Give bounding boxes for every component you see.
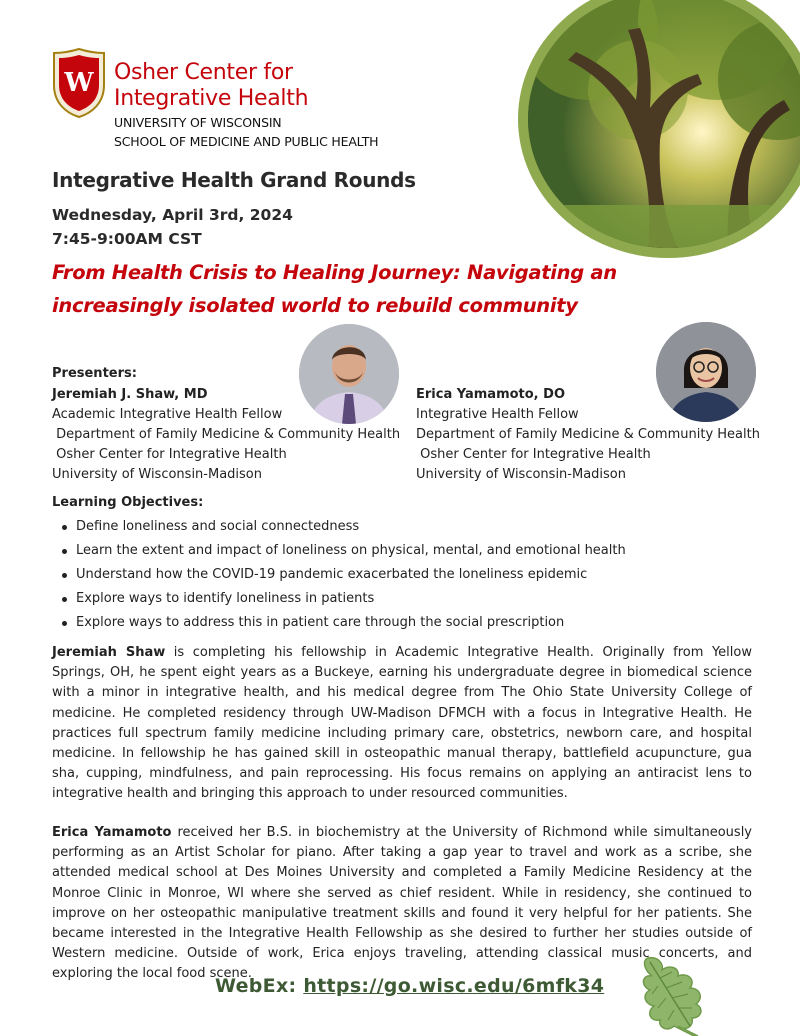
presenter-role: Academic Integrative Health Fellow	[52, 407, 283, 422]
presenter-yamamoto	[416, 385, 760, 485]
oak-leaf-icon	[628, 946, 718, 1036]
org-name-line2: Integrative Health	[114, 86, 309, 111]
university-name	[114, 113, 378, 151]
presenter-university: University of Wisconsin-Madison	[52, 467, 262, 482]
presenter-center: Osher Center for Integrative Health	[416, 447, 651, 462]
series-title: Integrative Health Grand Rounds	[52, 168, 416, 192]
university-line1: UNIVERSITY OF WISCONSIN	[114, 115, 282, 130]
presenter-dept: Department of Family Medicine & Community Health	[52, 427, 401, 442]
org-name	[114, 60, 308, 112]
uw-crest-icon	[52, 47, 106, 119]
webex-link[interactable]: https://go.wisc.edu/6mfk34	[303, 975, 605, 997]
list-item: Define loneliness and social connectedness	[60, 515, 626, 539]
presenter-university: University of Wisconsin-Madison	[416, 467, 626, 482]
presenter-center: Osher Center for Integrative Health	[52, 447, 287, 462]
objectives-list	[60, 515, 626, 635]
objectives-label: Learning Objectives:	[52, 495, 204, 510]
list-item: Understand how the COVID-19 pandemic exacerbated the loneliness epidemic	[60, 563, 626, 587]
presenters-label: Presenters:	[52, 366, 137, 381]
webex-line	[215, 975, 604, 997]
bio-name: Jeremiah Shaw	[52, 645, 166, 660]
talk-title-line1: From Health Crisis to Healing Journey: Navigating an	[52, 261, 617, 284]
bio-name: Erica Yamamoto	[52, 825, 172, 840]
bio-shaw	[52, 643, 752, 805]
crest-letter: W	[64, 68, 94, 98]
presenter-name: Erica Yamamoto, DO	[416, 387, 565, 402]
presenter-role: Integrative Health Fellow	[416, 407, 579, 422]
tree-illustration	[528, 0, 800, 248]
event-datetime	[52, 203, 293, 251]
webex-label: WebEx:	[215, 975, 304, 997]
tree-photo	[518, 0, 800, 258]
presenter-shaw	[52, 385, 400, 485]
org-name-line1: Osher Center for	[114, 60, 293, 85]
event-date: Wednesday, April 3rd, 2024	[52, 206, 293, 224]
presenter-name: Jeremiah J. Shaw, MD	[52, 387, 208, 402]
list-item: Learn the extent and impact of loneliness on physical, mental, and emotional health	[60, 539, 626, 563]
bio-text: is completing his fellowship in Academic Integrative Health. Originally from Yellow Springs, OH, he spent eight years as a Buckeye, earning his undergraduate degree in biomedical science with a minor in integrative health, and his medical degree from The Ohio State University College of medicine. He completed residency through UW-Madison DFMCH with a focus in Integrative Health. He practices full spectrum family medicine including primary care, obstetrics, newborn care, and hospital medicine. In fellowship he has gained skill in osteopathic manual therapy, battlefield acupuncture, gua sha, cupping, mindfulness, and pain reprocessing. His focus remains on applying an antiracist lens to integrative health and bringing this approach to under resourced communities.	[52, 645, 752, 802]
presenter-dept: Department of Family Medicine & Community Health	[416, 427, 760, 442]
list-item: Explore ways to address this in patient care through the social prescription	[60, 611, 626, 635]
talk-title	[52, 256, 772, 322]
university-line2: SCHOOL OF MEDICINE AND PUBLIC HEALTH	[114, 134, 379, 149]
list-item: Explore ways to identify loneliness in patients	[60, 587, 626, 611]
event-time: 7:45-9:00AM CST	[52, 230, 202, 248]
bio-text: received her B.S. in biochemistry at the University of Richmond while simultaneously performing as an Artist Scholar for piano. After taking a gap year to travel and work as a scribe, she attended medical school at Des Moines University and completed a Family Medicine Residency at the Monroe Clinic in Monroe, WI where she served as chief resident. While in residency, she continued to improve on her osteopathic manipulative treatment skills and found it very helpful for her patients. She became interested in the Integrative Health Fellowship as she desired to further her studies outside of Western medicine. Outside of work, Erica enjoys traveling, attending classical music concerts, and exploring the local food scene.	[52, 825, 753, 982]
talk-title-line2: increasingly isolated world to rebuild community	[52, 294, 578, 317]
